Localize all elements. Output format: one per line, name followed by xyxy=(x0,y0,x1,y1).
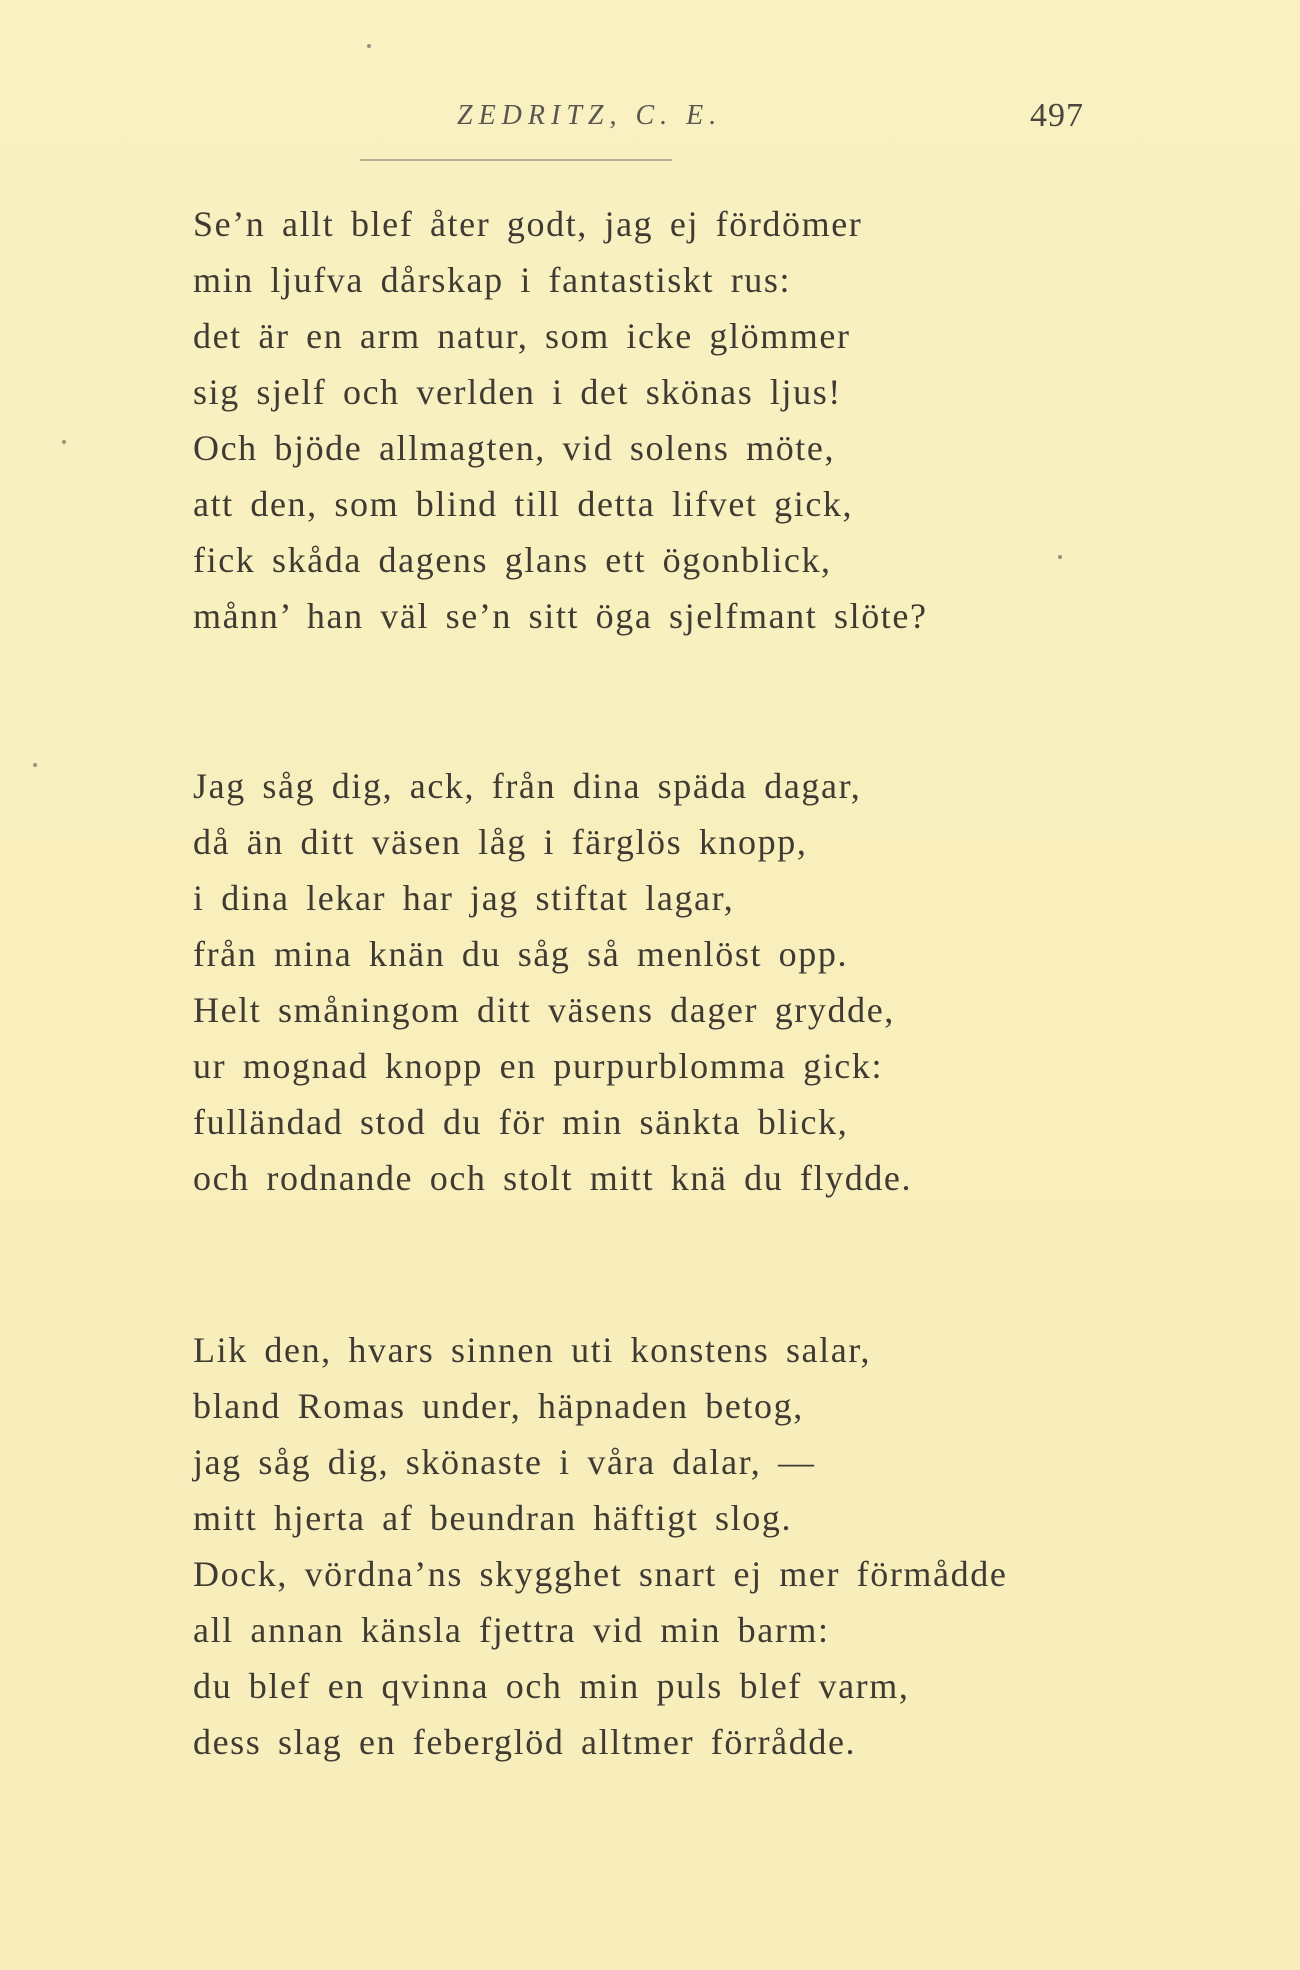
verse-line: Helt småningom ditt väsens dager grydde, xyxy=(193,990,895,1030)
verse-line: fick skåda dagens glans ett ögonblick, xyxy=(193,540,832,580)
paper-speck xyxy=(367,44,371,48)
verse-line: det är en arm natur, som icke glömmer xyxy=(193,316,851,356)
verse-line: bland Romas under, häpnaden betog, xyxy=(193,1386,804,1426)
verse-line: Lik den, hvars sinnen uti konstens salar, xyxy=(193,1330,872,1370)
verse-line: Och bjöde allmagten, vid solens möte, xyxy=(193,428,836,468)
paper-speck xyxy=(62,440,66,444)
paper-speck xyxy=(33,763,37,767)
page-number: 497 xyxy=(1030,97,1084,134)
stanza-1 xyxy=(193,196,928,644)
verse-line: dess slag en feberglöd alltmer förrådde. xyxy=(193,1722,857,1762)
verse-line: all annan känsla fjettra vid min barm: xyxy=(193,1610,830,1650)
verse-line: från mina knän du såg så menlöst opp. xyxy=(193,934,849,974)
verse-line: månn’ han väl se’n sitt öga sjelfmant slöte? xyxy=(193,596,928,636)
verse-line: och rodnande och stolt mitt knä du flydde. xyxy=(193,1158,913,1198)
verse-line: ur mognad knopp en purpurblomma gick: xyxy=(193,1046,884,1086)
verse-line: mitt hjerta af beundran häftigt slog. xyxy=(193,1498,793,1538)
verse-line: Jag såg dig, ack, från dina späda dagar, xyxy=(193,766,862,806)
verse-line: fulländad stod du för min sänkta blick, xyxy=(193,1102,849,1142)
verse-line: du blef en qvinna och min puls blef varm, xyxy=(193,1666,910,1706)
running-head: ZEDRITZ, C. E. xyxy=(457,100,723,131)
stanza-3 xyxy=(193,1322,1007,1770)
verse-line: i dina lekar har jag stiftat lagar, xyxy=(193,878,735,918)
verse-line: Dock, vördna’ns skygghet snart ej mer förmådde xyxy=(193,1554,1008,1594)
verse-line: Se’n allt blef åter godt, jag ej fördömer xyxy=(193,204,863,244)
verse-line: att den, som blind till detta lifvet gick, xyxy=(193,484,854,524)
stanza-2 xyxy=(193,758,912,1206)
verse-line: jag såg dig, skönaste i våra dalar, — xyxy=(193,1442,816,1482)
verse-line: sig sjelf och verlden i det skönas ljus! xyxy=(193,372,842,412)
verse-line: då än ditt väsen låg i färglös knopp, xyxy=(193,822,808,862)
paper-speck xyxy=(1058,555,1062,559)
verse-line: min ljufva dårskap i fantastiskt rus: xyxy=(193,260,792,300)
header-rule xyxy=(360,159,672,161)
